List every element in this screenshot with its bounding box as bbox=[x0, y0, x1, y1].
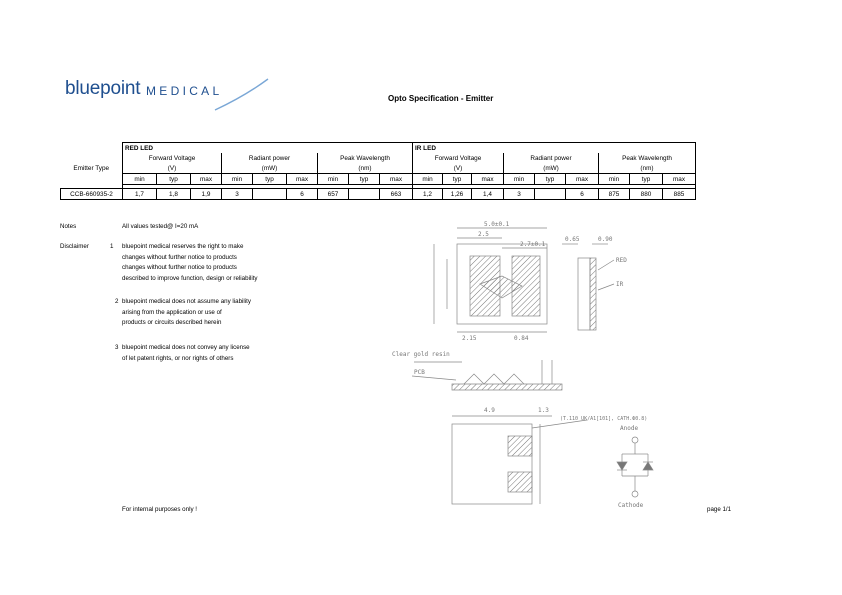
drawing-dimension: 1.3 bbox=[538, 407, 549, 414]
sub-header: max bbox=[566, 174, 599, 185]
notes-text: All values tested@ I=20 mA bbox=[122, 223, 199, 230]
emitter-type-value: CCB-660935-2 bbox=[61, 189, 123, 200]
drawing-label: Clear gold resin bbox=[392, 351, 450, 358]
param-header: Radiant power bbox=[504, 153, 599, 163]
technical-drawing bbox=[352, 214, 720, 514]
param-header: Radiant power bbox=[222, 153, 318, 163]
unit-header: (nm) bbox=[318, 163, 413, 174]
unit-header: (mW) bbox=[504, 163, 599, 174]
sub-header: max bbox=[380, 174, 413, 185]
sub-header: max bbox=[191, 174, 222, 185]
table-cell bbox=[349, 189, 380, 200]
table-cell: 1,26 bbox=[443, 189, 472, 200]
sub-header: typ bbox=[157, 174, 191, 185]
disclaimer-line: described to improve function, design or reliability bbox=[122, 274, 258, 282]
group-ir-led: IR LED bbox=[413, 143, 696, 154]
param-header: Peak Wavelength bbox=[599, 153, 696, 163]
table-cell: 657 bbox=[318, 189, 349, 200]
param-header: Forward Voltage bbox=[413, 153, 504, 163]
drawing-label: Anode bbox=[620, 425, 639, 432]
drawing-dimension: 2.7±0.1 bbox=[520, 241, 546, 248]
table-cell: 6 bbox=[287, 189, 318, 200]
emitter-type-label: Emitter Type bbox=[73, 164, 110, 172]
table-cell: 6 bbox=[566, 189, 599, 200]
drawing-note: (T.110 UK/A1[101], CATH.Ф0.8) bbox=[560, 416, 648, 422]
disclaimer-line: changes without further notice to products bbox=[122, 253, 237, 261]
page-title: Opto Specification - Emitter bbox=[388, 94, 494, 103]
spec-table bbox=[60, 142, 696, 200]
table-unit-row bbox=[61, 163, 696, 174]
unit-header: (V) bbox=[413, 163, 504, 174]
disclaimer-line: bluepoint medical does not convey any license bbox=[122, 344, 250, 351]
param-header: Peak Wavelength bbox=[318, 153, 413, 163]
sub-header: min bbox=[222, 174, 253, 185]
sub-header: typ bbox=[630, 174, 663, 185]
sub-header: min bbox=[413, 174, 443, 185]
sub-header: typ bbox=[253, 174, 287, 185]
drawing-label: PCB bbox=[414, 369, 425, 376]
table-cell: 1,4 bbox=[472, 189, 504, 200]
disclaimer-line: changes without further notice to products bbox=[122, 264, 237, 271]
disclaimer-label: Disclaimer bbox=[60, 243, 89, 250]
sub-header: max bbox=[472, 174, 504, 185]
drawing-dimension: 0.90 bbox=[598, 236, 613, 243]
sub-header: max bbox=[663, 174, 696, 185]
disclaimer-line: products or circuits described herein bbox=[122, 319, 222, 326]
unit-header: (mW) bbox=[222, 163, 318, 174]
disclaimer-number: 1 bbox=[110, 243, 114, 250]
table-cell bbox=[253, 189, 287, 200]
unit-header: (V) bbox=[123, 163, 222, 174]
table-group-row bbox=[61, 143, 696, 154]
disclaimer-number: 3 bbox=[115, 344, 119, 351]
disclaimer-line: arising from the application or use of bbox=[122, 308, 222, 316]
sub-header: max bbox=[287, 174, 318, 185]
drawing-label: RED bbox=[616, 257, 627, 264]
drawing-dimension: 5.0±0.1 bbox=[484, 221, 510, 228]
group-red-led: RED LED bbox=[123, 143, 413, 154]
drawing-dimension: 4.9 bbox=[484, 407, 495, 414]
sub-header: typ bbox=[443, 174, 472, 185]
drawing-dimension: 2.5 bbox=[478, 231, 489, 238]
disclaimer-line: bluepoint medical does not assume any liability bbox=[122, 298, 251, 305]
unit-header: (nm) bbox=[599, 163, 696, 174]
param-header: Forward Voltage bbox=[123, 153, 222, 163]
table-cell: 885 bbox=[663, 189, 696, 200]
footer-note: For internal purposes only ! bbox=[122, 506, 197, 513]
sub-header: min bbox=[504, 174, 535, 185]
page-number: page 1/1 bbox=[707, 506, 732, 513]
sub-header: min bbox=[318, 174, 349, 185]
disclaimer-item-2 bbox=[122, 297, 251, 329]
table-cell: 1,8 bbox=[157, 189, 191, 200]
table-row bbox=[61, 189, 696, 200]
disclaimer-item-3 bbox=[122, 343, 250, 364]
notes-label: Notes bbox=[60, 223, 77, 230]
sub-header: typ bbox=[349, 174, 380, 185]
logo-wordmark: bluepoint bbox=[65, 78, 141, 99]
table-cell: 3 bbox=[504, 189, 535, 200]
drawing-label: Cathode bbox=[618, 502, 644, 509]
drawing-dimension: 2.15 bbox=[462, 335, 477, 342]
sub-header: typ bbox=[535, 174, 566, 185]
table-param-row bbox=[61, 153, 696, 163]
table-cell: 3 bbox=[222, 189, 253, 200]
table-cell: 663 bbox=[380, 189, 413, 200]
drawing-dimension: 0.65 bbox=[565, 236, 580, 243]
disclaimer-line: of let patent rights, or nor rights of others bbox=[122, 354, 234, 362]
disclaimer-item-1 bbox=[122, 242, 258, 284]
disclaimer-number: 2 bbox=[115, 298, 119, 305]
drawing-label: IR bbox=[616, 281, 624, 288]
table-cell: 880 bbox=[630, 189, 663, 200]
disclaimer-line: bluepoint medical reserves the right to make bbox=[122, 243, 244, 250]
sub-header: min bbox=[599, 174, 630, 185]
sub-header: min bbox=[123, 174, 157, 185]
logo-subtitle: MEDICAL bbox=[146, 84, 223, 98]
drawing-dimension: 0.84 bbox=[514, 335, 529, 342]
table-cell bbox=[535, 189, 566, 200]
table-cell: 1,2 bbox=[413, 189, 443, 200]
table-cell: 1,7 bbox=[123, 189, 157, 200]
table-cell: 1,9 bbox=[191, 189, 222, 200]
table-cell: 875 bbox=[599, 189, 630, 200]
table-sub-row bbox=[61, 174, 696, 185]
